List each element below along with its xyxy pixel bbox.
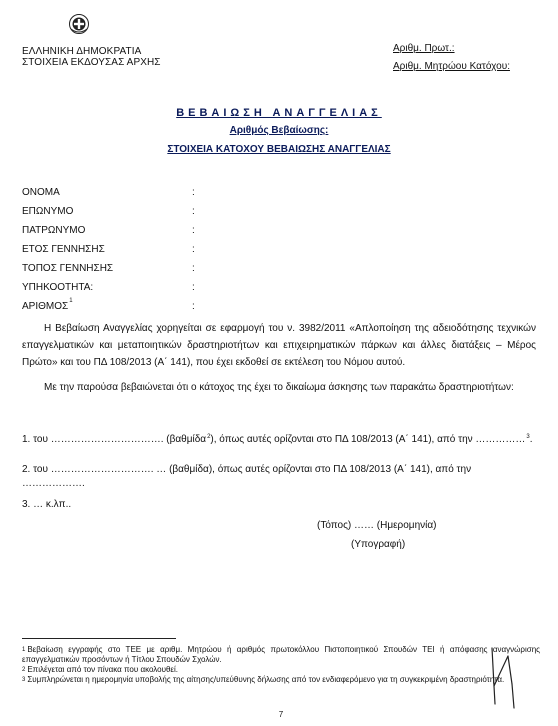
field-label xyxy=(22,240,192,259)
footnote-ref: 3 xyxy=(526,434,530,440)
field-colon: : xyxy=(192,225,195,236)
page-number: 7 xyxy=(278,710,284,719)
field-colon: : xyxy=(192,263,195,274)
certificate-number-label: Αριθμός Βεβαίωσης: xyxy=(229,125,329,136)
signature-label: (Υπογραφή) xyxy=(351,539,406,550)
activity-item-2: 2. του …………………………. … (βαθμίδα), όπως αυτές ορίζονται στο ΠΔ 108/2013 (Α΄ 141), από την ………………. xyxy=(22,464,472,489)
field-colon: : xyxy=(192,206,195,217)
issuer-line-2: ΣΤΟΙΧΕΙΑ ΕΚΔΟΥΣΑΣ ΑΡΧΗΣ xyxy=(22,57,161,68)
field-value xyxy=(202,240,322,259)
reference-block xyxy=(393,40,543,76)
place-date: (Τόπος) …… (Ημερομηνία) xyxy=(317,520,437,531)
legal-basis-text: Η Βεβαίωση Αναγγελίας χορηγείται σε εφαρμογή του ν. 3982/2011 «Απλοποίηση της αδειοδότησης τεχνικών επαγγελματικών και μεταποιητικών δραστηριοτήτων και επιχειρηματικών πάρκων και άλλες διατάξεις – Μέρος Πρώτο» και του ΠΔ 108/2013 (Α΄ 141), που έχει εκδοθεί σε εκτέλεση του Νόμου αυτού. xyxy=(22,323,536,368)
field-row-nationality xyxy=(22,278,322,297)
field-label xyxy=(22,183,192,202)
holder-section-title: ΣΤΟΙΧΕΙΑ ΚΑΤΟΧΟΥ ΒΕΒΑΙΩΣΗΣ ΑΝΑΓΓΕΛΙΑΣ xyxy=(167,144,391,155)
footnote-2 xyxy=(22,665,540,675)
field-label-text: ΑΡΙΘΜΟΣ xyxy=(22,301,69,312)
footnote-number: 1 xyxy=(22,647,26,653)
field-label xyxy=(22,278,192,297)
field-row-fathers-name xyxy=(22,221,322,240)
activity-item-1-start: 1. του ……………………………. (βαθμίδα xyxy=(22,434,207,445)
certification-text: Με την παρούσα βεβαιώνεται ότι ο κάτοχος της έχει το δικαίωμα άσκησης των παρακάτω δραστηριοτήτων: xyxy=(44,382,514,393)
field-row-number xyxy=(22,297,322,316)
field-label xyxy=(22,259,192,278)
document-title: ΒΕΒΑΙΩΣΗ ΑΝΑΓΓΕΛΙΑΣ xyxy=(176,107,382,119)
field-value xyxy=(202,202,322,221)
handwritten-mark-icon xyxy=(484,642,524,712)
field-label-text: ΕΠΩΝΥΜΟ xyxy=(22,206,74,217)
footnote-text: Επιλέγεται από τον πίνακα που ακολουθεί. xyxy=(27,665,178,674)
field-label-text: ΥΠΗΚΟΟΤΗΤΑ: xyxy=(22,282,94,293)
footnote-1 xyxy=(22,645,540,665)
footnote-text: Συμπληρώνεται η ημερομηνία υποβολής της αίτησης/υπεύθυνης δήλωσης από τον ενδιαφερόμενο για τη συγκεκριμένη δραστηριότητα. xyxy=(27,675,505,684)
activity-item-1-tail: . xyxy=(529,434,533,445)
footnote-ref: 2 xyxy=(207,434,211,440)
field-label-text: ΟΝΟΜΑ xyxy=(22,187,60,198)
holder-fields xyxy=(22,183,322,316)
greek-emblem-icon xyxy=(69,14,89,34)
field-row-first-name xyxy=(22,183,322,202)
field-label xyxy=(22,221,192,240)
activity-item-1-end: ), όπως αυτές ορίζονται στο ΠΔ 108/2013 (Α΄ 141), από την …………… xyxy=(210,434,526,445)
certification-paragraph xyxy=(22,379,536,396)
field-label-text: ΕΤΟΣ ΓΕΝΝΗΣΗΣ xyxy=(22,244,105,255)
activity-item-1 xyxy=(22,433,536,447)
field-colon: : xyxy=(192,187,195,198)
footnote-3 xyxy=(22,675,540,685)
field-value xyxy=(202,221,322,240)
footnote-divider xyxy=(22,638,176,639)
field-colon: : xyxy=(192,301,195,312)
field-row-birth-year xyxy=(22,240,322,259)
field-colon: : xyxy=(192,244,195,255)
field-colon: : xyxy=(192,282,195,293)
field-label xyxy=(22,297,192,316)
field-row-last-name xyxy=(22,202,322,221)
footnote-ref: 1 xyxy=(69,298,73,304)
field-label xyxy=(22,202,192,221)
field-value xyxy=(202,183,322,202)
holder-registry-number-label: Αριθμ. Μητρώου Κατόχου: xyxy=(393,61,510,72)
footnotes xyxy=(22,645,540,685)
field-value xyxy=(202,278,322,297)
footnote-text: Βεβαίωση εγγραφής στο ΤΕΕ με αριθμ. Μητρώου ή αριθμός πρωτοκόλλου Πιστοποιητικού Σπουδών ΤΕΙ ή απόφασης αναγνώρισης επαγγελματικών προσόντων ή Τίτλου Σπουδών Σχολών. xyxy=(22,645,540,664)
field-value xyxy=(202,297,322,316)
legal-basis-paragraph xyxy=(22,320,536,371)
issuer-line-1: ΕΛΛΗΝΙΚΗ ΔΗΜΟΚΡΑΤΙΑ xyxy=(22,46,142,57)
activity-item-3: 3. … κ.λπ.. xyxy=(22,499,72,510)
field-row-birth-place xyxy=(22,259,322,278)
field-value xyxy=(202,259,322,278)
issuer-block xyxy=(22,46,272,68)
field-label-text: ΤΟΠΟΣ ΓΕΝΝΗΣΗΣ xyxy=(22,263,114,274)
protocol-number-label: Αριθμ. Πρωτ.: xyxy=(393,43,455,54)
field-label-text: ΠΑΤΡΩΝΥΜΟ xyxy=(22,225,86,236)
footnote-number: 3 xyxy=(22,677,26,683)
footnote-number: 2 xyxy=(22,667,26,673)
